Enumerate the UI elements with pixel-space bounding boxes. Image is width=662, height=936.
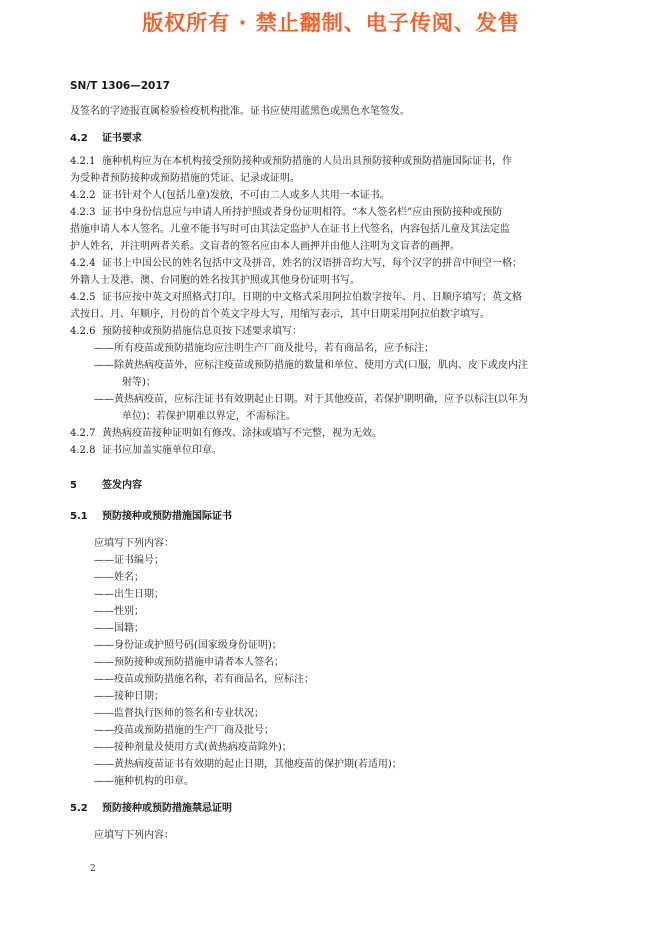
clause-text: 预防接种或预防措施信息页按下述要求填写： <box>102 326 302 337</box>
clause-4-2-8 <box>70 442 610 459</box>
clause-text-cont: 式按日、月、年顺序，月份的首个英文字母大写，用缩写表示，其中日期采用阿拉伯数字填写。 <box>70 309 490 320</box>
clause-number: 4.2.7 <box>70 428 96 439</box>
list-item: ——出生日期； <box>94 589 164 600</box>
clause-4-2-7 <box>70 425 610 442</box>
copyright-watermark: 版权所有 · 禁止翻制、电子传阅、发售 <box>142 11 520 35</box>
section-title: 预防接种或预防措施国际证书 <box>102 511 232 522</box>
clause-4-2-3 <box>70 204 610 221</box>
section-title: 签发内容 <box>102 480 142 491</box>
clause-text: 证书中身份信息应与申请人所持护照或者身份证明相符。“本人签名栏”应由预防接种或预防 <box>102 207 503 218</box>
section-5-2-heading <box>70 800 610 817</box>
clause-4-2-1 <box>70 153 610 170</box>
clause-4-2-2 <box>70 187 610 204</box>
dash-item: ——除黄热病疫苗外，应标注疫苗或预防措施的数量和单位、使用方式(口服，肌肉、皮下或皮内注 <box>94 360 528 371</box>
section-number: 5.2 <box>70 803 88 814</box>
dash-item-cont: 单位)；若保护期难以界定，不需标注。 <box>122 411 296 422</box>
clause-text-cont: 措施申请人本人签名。儿童不能书写时可由其法定监护人在证书上代签名，内容包括儿童及其法定监 <box>70 224 510 235</box>
clause-text: 黄热病疫苗接种证明如有修改、涂抹或填写不完整，视为无效。 <box>102 428 382 439</box>
dash-item-cont: 射等)； <box>122 377 156 388</box>
clause-4-2-4 <box>70 255 610 272</box>
list-item: ——姓名； <box>94 572 144 583</box>
section-5-1-heading <box>70 508 610 525</box>
clause-text: 证书应加盖实施单位印章。 <box>102 445 222 456</box>
clause-text-cont: 外籍人士及港、澳、台同胞的姓名按其护照或其他身份证明书写。 <box>70 275 360 286</box>
dash-item: ——所有疫苗或预防措施均应注明生产厂商及批号，若有商品名，应予标注； <box>94 343 434 354</box>
page-content <box>70 103 610 844</box>
clause-number: 4.2.8 <box>70 445 96 456</box>
list-item: ——黄热病疫苗证书有效期的起止日期，其他疫苗的保护期(若适用)； <box>94 759 402 770</box>
clause-number: 4.2.3 <box>70 207 96 218</box>
intro-paragraph: 及签名的字迹报直属检验检疫机构批准。证书应使用蓝黑色或黑色水笔签发。 <box>70 106 410 117</box>
list-item: ——国籍； <box>94 623 144 634</box>
section-number: 4.2 <box>70 133 88 144</box>
clause-text: 证书针对个人(包括儿童)发放，不可由二人或多人共用一本证书。 <box>102 190 390 201</box>
clause-number: 4.2.4 <box>70 258 96 269</box>
dash-item: ——黄热病疫苗，应标注证书有效期起止日期。对于其他疫苗，若保护期明确，应予以标注(以年为 <box>94 394 528 405</box>
list-item: ——性别； <box>94 606 144 617</box>
clause-number: 4.2.5 <box>70 292 96 303</box>
section-number: 5 <box>70 480 77 491</box>
clause-text: 施种机构应为在本机构接受预防接种或预防措施的人员出具预防接种或预防措施国际证书，作 <box>102 156 512 167</box>
clause-4-2-6 <box>70 323 610 340</box>
clause-number: 4.2.1 <box>70 156 96 167</box>
clause-text-cont: 护人姓名，并注明两者关系。文盲者的签名应由本人画押并由他人注明为文盲者的画押。 <box>70 241 460 252</box>
page-number: 2 <box>90 864 96 874</box>
lead-text: 应填写下列内容： <box>94 538 174 549</box>
section-5-heading <box>70 477 610 494</box>
list-item: ——监督执行医师的签名和专业状况； <box>94 708 264 719</box>
list-item: ——接种日期； <box>94 691 164 702</box>
list-item: ——施种机构的印章。 <box>94 776 194 787</box>
list-item: ——预防接种或预防措施申请者本人签名； <box>94 657 284 668</box>
list-item: ——接种剂量及使用方式(黄热病疫苗除外)； <box>94 742 292 753</box>
section-4-2-heading <box>70 130 610 147</box>
list-item: ——疫苗或预防措施的生产厂商及批号； <box>94 725 274 736</box>
clause-4-2-5 <box>70 289 610 306</box>
clause-text: 证书上中国公民的姓名包括中文及拼音，姓名的汉语拼音均大写，每个汉字的拼音中间空一格； <box>102 258 522 269</box>
list-item: ——身份证或护照号码(国家级身份证明)； <box>94 640 282 651</box>
clause-number: 4.2.6 <box>70 326 96 337</box>
clause-number: 4.2.2 <box>70 190 96 201</box>
section-number: 5.1 <box>70 511 88 522</box>
list-item: ——疫苗或预防措施名称，若有商品名，应标注； <box>94 674 314 685</box>
clause-text: 证书应按中英文对照格式打印。日期的中文格式采用阿拉伯数字按年、月、日顺序填写；英文格 <box>102 292 522 303</box>
section-title: 预防接种或预防措施禁忌证明 <box>102 803 232 814</box>
section-title: 证书要求 <box>102 133 142 144</box>
clause-text-cont: 为受种者预防接种或预防措施的凭证、记录或证明。 <box>70 173 300 184</box>
list-item: ——证书编号； <box>94 555 164 566</box>
lead-text: 应填写下列内容： <box>94 830 174 841</box>
standard-code: SN/T 1306—2017 <box>70 80 170 92</box>
